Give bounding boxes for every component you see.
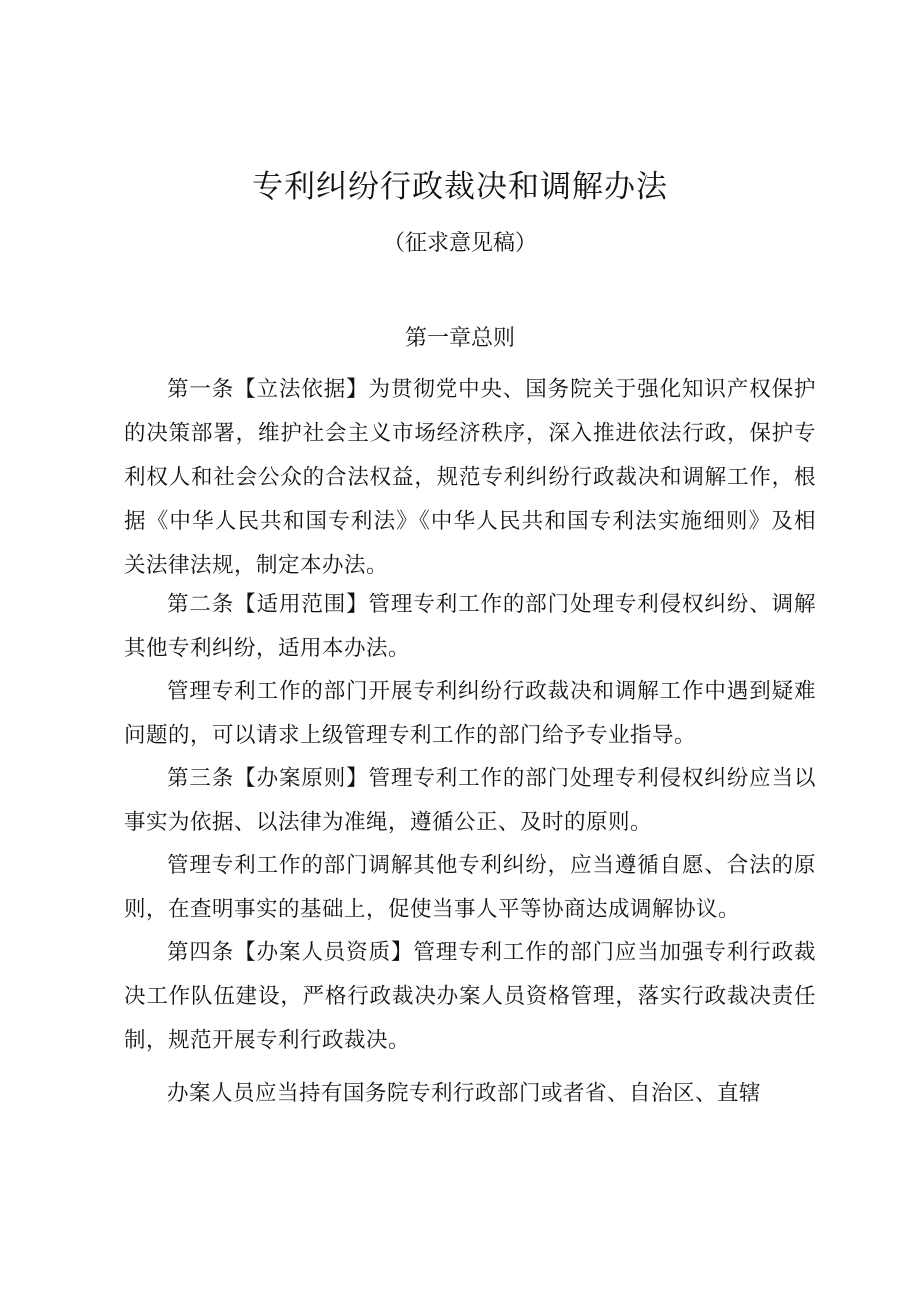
paragraph-article-3-mediation: 管理专利工作的部门调解其他专利纠纷，应当遵循自愿、合法的原则，在查明事实的基础上，促使当事人平等协商达成调解协议。 — [124, 853, 816, 922]
paragraph-article-2-guidance: 管理专利工作的部门开展专利纠纷行政裁决和调解工作中遇到疑难问题的，可以请求上级管理专利工作的部门给予专业指导。 — [124, 679, 816, 748]
paragraph-article-4: 第四条【办案人员资质】管理专利工作的部门应当加强专利行政裁决工作队伍建设，严格行政裁决办案人员资格管理，落实行政裁决责任制，规范开展专利行政裁决。 — [124, 940, 816, 1053]
chapter-heading: 第一章总则 — [404, 326, 515, 351]
paragraph-article-2: 第二条【适用范围】管理专利工作的部门处理专利侵权纠纷、调解其他专利纠纷，适用本办法。 — [124, 592, 816, 661]
document-title: 专利纠纷行政裁决和调解办法 — [252, 169, 668, 205]
paragraph-article-3: 第三条【办案原则】管理专利工作的部门处理专利侵权纠纷应当以事实为依据、以法律为准绳，遵循公正、及时的原则。 — [124, 766, 816, 835]
document-subtitle: （征求意见稿） — [382, 231, 537, 256]
paragraph-article-4-staff: 办案人员应当持有国务院专利行政部门或者省、自治区、直辖 — [167, 1081, 762, 1106]
paragraph-article-1: 第一条【立法依据】为贯彻党中央、国务院关于强化知识产权保护的决策部署，维护社会主义市场经济秩序，深入推进依法行政，保护专利权人和社会公众的合法权益，规范专利纠纷行政裁决和调解工作，根据《中华人民共和国专利法》《中华人民共和国专利法实施细则》及相关法律法规，制定本办法。 — [124, 377, 816, 578]
